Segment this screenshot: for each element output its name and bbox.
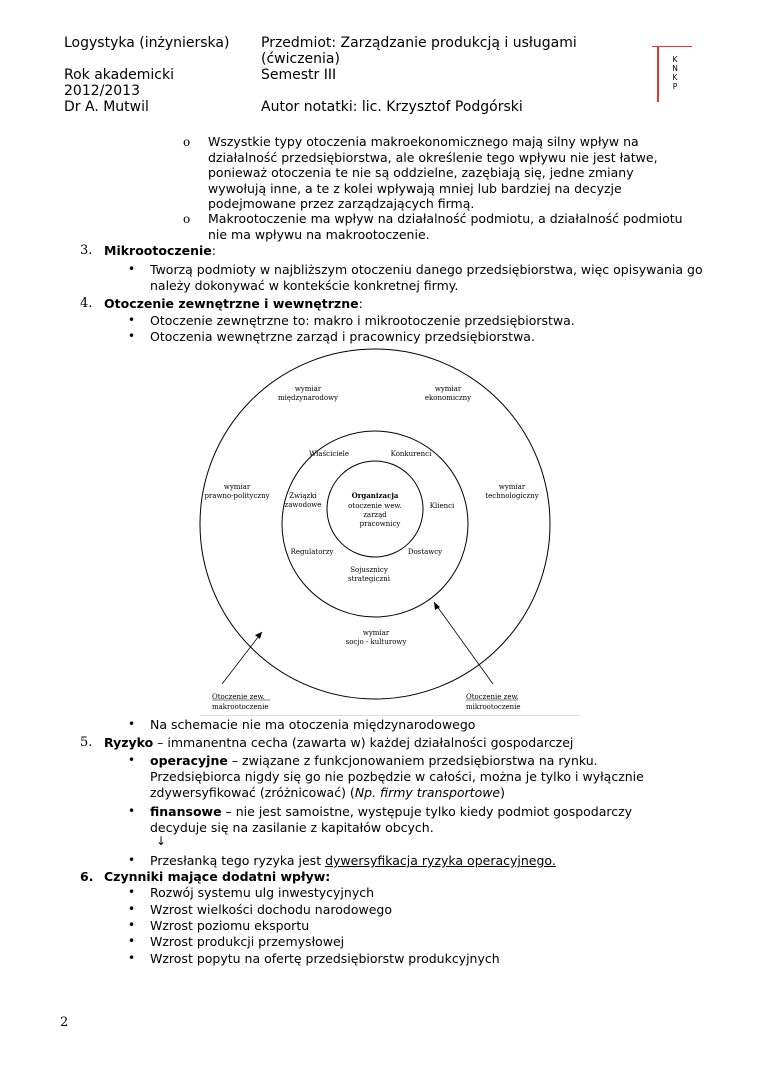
arrow-left-head <box>255 632 262 639</box>
logo-letter: K <box>672 73 678 82</box>
label-competitors: Konkurenci <box>390 450 432 458</box>
header-lecturer: Dr A. Mutwil <box>64 99 149 115</box>
section-3-bullet: Tworzą podmioty w najbliższym otoczeniu danego przedsiębiorstwa, więc opisywania go należy dokonywać w kontekście konkretnej firmy. <box>150 262 703 293</box>
factor-item: Rozwój systemu ulg inwestycyjnych <box>150 885 375 900</box>
callout-left: makrootoczenie <box>212 703 269 711</box>
bullet-dot: • <box>128 934 136 948</box>
section-4-heading: Otoczenie zewnętrzne i wewnętrzne: <box>104 296 363 311</box>
section-5-heading: Ryzyko – immanentna cecha (zawarta w) każdej działalności gospodarczej <box>104 735 574 750</box>
risk-operational-line3: zdywersyfikować (zróżnicować) (Np. firmy transportowe) <box>150 785 506 800</box>
diagram-divider <box>200 715 580 716</box>
intro-bullet-1: Wszystkie typy otoczenia makroekonomicznego mają silny wpływ na działalność przedsiębiorstwa, ale określenie tego wpływu nie jest łatwe, ponieważ otoczenia te nie są oddzielne, zazębiają się, jedne zmiany wywołują inne, a te z kolei wpływają mniej lub bardziej na decyzje podejmowane przez zarządzających firmą. <box>208 134 658 211</box>
label-intl: międzynarodowy <box>277 394 339 402</box>
label-econ: ekonomiczny <box>424 394 472 402</box>
risk-operational-line2: Przedsiębiorca nigdy się go nie pozbędzie w całości, można je tylko i wyłącznie <box>150 769 644 784</box>
page-number: 2 <box>60 1015 69 1030</box>
bullet-dot: • <box>128 262 136 276</box>
section-number: 3. <box>80 243 93 258</box>
environment-diagram <box>150 348 590 720</box>
label-legal: prawno-polityczny <box>204 492 270 500</box>
logo-letter: K <box>672 55 678 64</box>
label-unions: zawodowe <box>284 501 322 509</box>
callout-right: Otoczenie zew. <box>466 693 519 701</box>
label-employees: pracownicy <box>359 520 401 528</box>
header-course: Logystyka (inżynierska) <box>64 35 230 51</box>
label-econ: wymiar <box>434 385 462 393</box>
header-author: Autor notatki: lic. Krzysztof Podgórski <box>261 99 523 115</box>
header-academic-year: 2012/2013 <box>64 83 140 99</box>
label-suppliers: Dostawcy <box>407 548 443 556</box>
bullet-dot: • <box>128 853 136 867</box>
label-management: zarząd <box>363 511 387 519</box>
factor-item: Wzrost wielkości dochodu narodowego <box>150 902 392 917</box>
intro-bullet-2: Makrootoczenie ma wpływ na działalność podmiotu, a działalność podmiotu nie ma wpływu na makrootoczenie. <box>208 211 683 242</box>
bullet-dot: • <box>128 753 136 767</box>
callout-right: mikrootoczenie <box>466 703 521 711</box>
factor-item: Wzrost poziomu eksportu <box>150 918 310 933</box>
label-allies: Sojusznicy <box>350 566 388 574</box>
bullet-dot: • <box>128 918 136 932</box>
factor-item: Wzrost popytu na ofertę przedsiębiorstw produkcyjnych <box>150 951 500 966</box>
section-number: 5. <box>80 735 93 750</box>
section-3-heading: Mikrootoczenie: <box>104 243 216 258</box>
circle-bullet: o <box>183 212 191 226</box>
logo-letter: N <box>672 64 678 73</box>
factor-item: Wzrost produkcji przemysłowej <box>150 934 345 949</box>
bullet-dot: • <box>128 804 136 818</box>
label-intl: wymiar <box>294 385 322 393</box>
logo <box>670 55 680 91</box>
arrow-right-line <box>434 602 493 684</box>
section-number: 6. <box>80 869 94 884</box>
label-regulators: Regulatorzy <box>290 548 334 556</box>
bullet-dot: • <box>128 885 136 899</box>
header-semester: Semestr III <box>261 67 337 83</box>
label-socio: wymiar <box>362 629 390 637</box>
bullet-dot: • <box>128 329 136 343</box>
label-internal: otoczenie wew. <box>348 502 402 510</box>
section-4-bullet-2: Otoczenia wewnętrzne zarząd i pracownicy przedsiębiorstwa. <box>150 329 535 344</box>
risk-financial-line2: decyduje się na zasilanie z kapitałów obcych. <box>150 820 434 835</box>
risk-financial: finansowe – nie jest samoistne, występuje tylko kiedy podmiot gospodarczy <box>150 804 633 819</box>
logo-letter: P <box>672 82 678 91</box>
down-arrow-icon: ↓ <box>156 834 167 848</box>
bullet-dot: • <box>128 902 136 916</box>
label-tech: technologiczny <box>485 492 539 500</box>
circle-bullet: o <box>183 135 191 149</box>
arrow-left-line <box>222 632 262 684</box>
label-tech: wymiar <box>498 483 526 491</box>
logo-line <box>657 46 659 102</box>
bullet-dot: • <box>128 951 136 965</box>
risk-operational: operacyjne – związane z funkcjonowaniem przedsiębiorstwa na rynku. <box>150 753 598 768</box>
section-number: 4. <box>80 296 93 311</box>
label-clients: Klienci <box>429 502 455 510</box>
callout-left: Otoczenie zew. <box>212 693 265 701</box>
label-organization: Organizacja <box>351 491 399 500</box>
label-legal: wymiar <box>223 483 251 491</box>
label-owners: Właściciele <box>308 450 350 458</box>
section-4-bullet-1: Otoczenie zewnętrzne to: makro i mikrootoczenie przedsiębiorstwa. <box>150 313 575 328</box>
label-socio: socjo - kulturowy <box>345 638 407 646</box>
section-6-heading: Czynniki mające dodatni wpływ: <box>104 869 331 884</box>
label-unions: Związki <box>289 492 317 500</box>
header-subject-type: (ćwiczenia) <box>261 51 340 67</box>
risk-premise: Przesłanką tego ryzyka jest dywersyfikacja ryzyka operacyjnego. <box>150 853 556 868</box>
diagram-note: Na schemacie nie ma otoczenia międzynarodowego <box>150 717 476 732</box>
header-subject: Przedmiot: Zarządzanie produkcją i usługami <box>261 35 577 51</box>
bullet-dot: • <box>128 717 136 731</box>
label-allies: strategiczni <box>348 575 390 583</box>
bullet-dot: • <box>128 313 136 327</box>
header-academic-year-label: Rok akademicki <box>64 67 174 83</box>
